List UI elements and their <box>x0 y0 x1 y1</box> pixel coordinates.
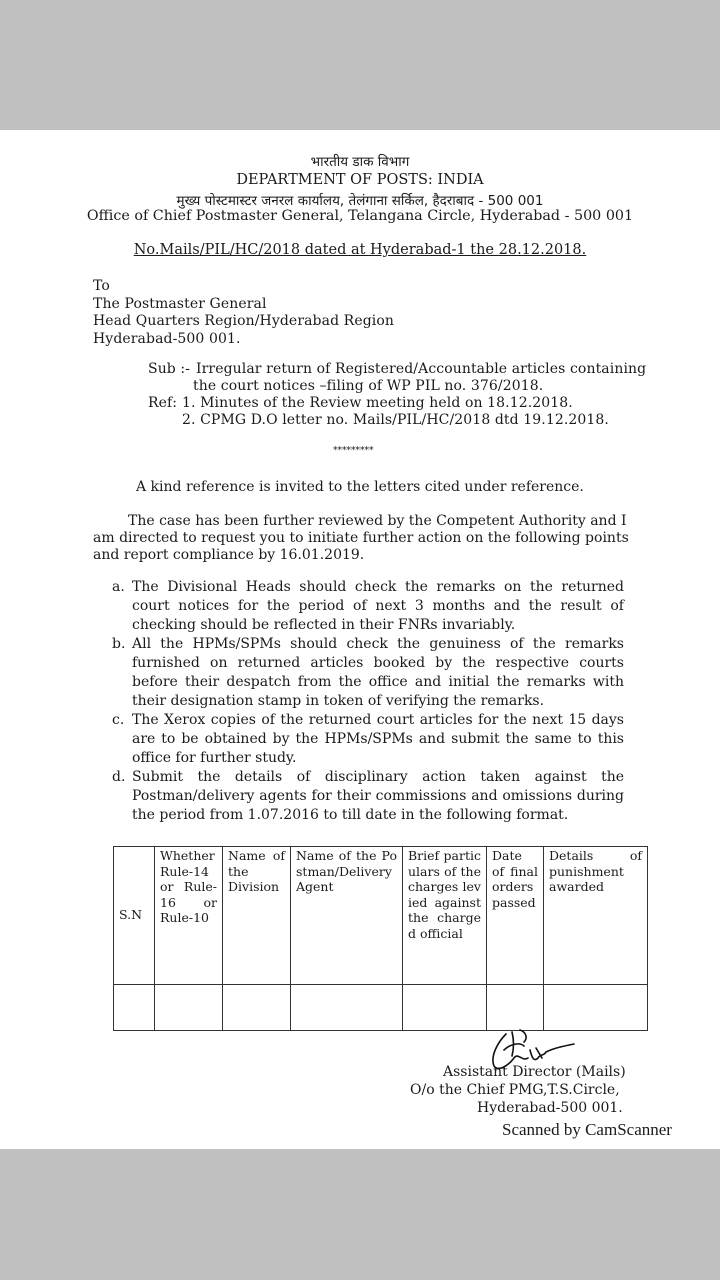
camscanner-watermark: Scanned by CamScanner <box>502 1120 672 1139</box>
disciplinary-action-table <box>113 846 648 1031</box>
department-title: DEPARTMENT OF POSTS: INDIA <box>236 172 484 188</box>
hindi-office-address: मुख्य पोस्टमास्टर जनरल कार्यालय, तेलंगाना सर्किल, हैदराबाद - 500 001 <box>176 193 544 209</box>
signatory-city: Hyderabad-500 001. <box>477 1100 623 1116</box>
body-paragraph-line: am directed to request you to initiate further action on the following points <box>93 530 629 546</box>
header-final-order-date: Date of final orders passed <box>487 847 544 985</box>
action-points-list <box>112 578 624 825</box>
action-point <box>112 768 624 825</box>
table-cell <box>155 985 223 1031</box>
body-paragraph-line: and report compliance by 16.01.2019. <box>93 547 365 563</box>
intro-paragraph: A kind reference is invited to the letters cited under reference. <box>136 479 584 495</box>
table-cell <box>223 985 291 1031</box>
header-punishment: Details of punishment awarded <box>544 847 648 985</box>
header-serial-number: S.N <box>114 847 155 985</box>
point-text: Submit the details of disciplinary action taken against the Postman/delivery agents for their commissions and omissions during the period from 1.07.2016 to till date in the following format. <box>132 769 624 823</box>
table-cell <box>487 985 544 1031</box>
header-division: Name of the Division <box>223 847 291 985</box>
table-cell <box>544 985 648 1031</box>
point-text: The Divisional Heads should check the remarks on the returned court notices for the period of next 3 months and the result of checking should be reflected in their FNRs invariably. <box>132 579 624 633</box>
table-header-row <box>114 847 648 985</box>
addressee-line: Hyderabad-500 001. <box>93 331 241 347</box>
header-charges: Brief particulars of the charges levied against the charged official <box>403 847 487 985</box>
letter-reference-number: No.Mails/PIL/HC/2018 dated at Hyderabad-1 the 28.12.2018. <box>133 242 587 258</box>
header-rule: Whether Rule-14 or Rule-16 or Rule-10 <box>155 847 223 985</box>
addressee-line: Head Quarters Region/Hyderabad Region <box>93 313 394 329</box>
action-point <box>112 635 624 711</box>
action-point <box>112 711 624 768</box>
hindi-department-title: भारतीय डाक विभाग <box>310 154 410 170</box>
header-postman-name: Name of the Postman/Delivery Agent <box>291 847 403 985</box>
table-cell <box>403 985 487 1031</box>
to-label: To <box>93 278 110 294</box>
subject-label: Sub :- <box>148 361 191 377</box>
table-row <box>114 985 648 1031</box>
signatory-designation: Assistant Director (Mails) <box>443 1064 626 1080</box>
point-text: All the HPMs/SPMs should check the genuiness of the remarks furnished on returned articles booked by the respective courts before their despatch from the office and initial the remarks with their designation stamp in token of verifying the remarks. <box>132 636 624 709</box>
ref-item: 1. Minutes of the Review meeting held on 18.12.2018. <box>182 395 573 411</box>
office-address: Office of Chief Postmaster General, Telangana Circle, Hyderabad - 500 001 <box>86 208 634 224</box>
table-cell <box>291 985 403 1031</box>
body-paragraph-line: The case has been further reviewed by the Competent Authority and I <box>128 513 627 529</box>
letter-page <box>0 130 720 1149</box>
point-marker: a. <box>112 579 125 595</box>
separator: ********* <box>333 446 374 456</box>
point-marker: c. <box>112 712 125 728</box>
point-marker: d. <box>112 769 126 785</box>
subject-line: the court notices –filing of WP PIL no. 376/2018. <box>193 378 544 394</box>
ref-item: 2. CPMG D.O letter no. Mails/PIL/HC/2018 dtd 19.12.2018. <box>182 412 609 428</box>
action-point <box>112 578 624 635</box>
ref-label: Ref: <box>148 395 178 411</box>
addressee-line: The Postmaster General <box>93 296 267 312</box>
signatory-office: O/o the Chief PMG,T.S.Circle, <box>410 1082 620 1098</box>
table-cell <box>114 985 155 1031</box>
point-marker: b. <box>112 636 126 652</box>
subject-line: Irregular return of Registered/Accountable articles containing <box>196 361 647 377</box>
point-text: The Xerox copies of the returned court articles for the next 15 days are to be obtained by the HPMs/SPMs and submit the same to this office for further study. <box>132 712 624 766</box>
